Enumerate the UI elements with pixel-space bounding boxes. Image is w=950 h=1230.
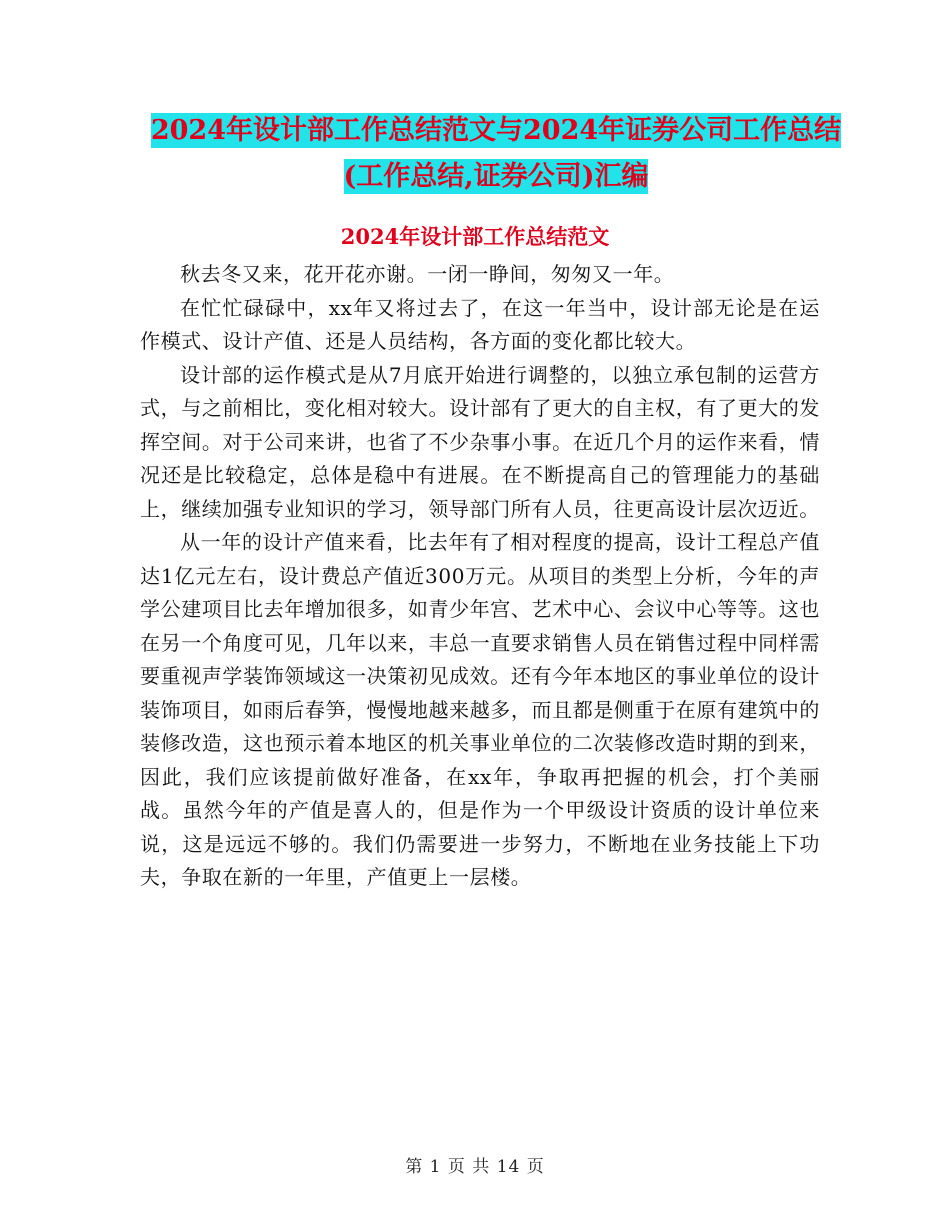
document-body [140, 258, 820, 895]
document-title-text: 2024年设计部工作总结范文与2024年证券公司工作总结(工作总结,证券公司)汇编 [150, 115, 842, 192]
paragraph: 设计部的运作模式是从7月底开始进行调整的，以独立承包制的运营方式，与之前相比，变化相对较大。设计部有了更大的自主权，有了更大的发挥空间。对于公司来讲，也省了不少杂事小事。在近几个月的运作来看，情况还是比较稳定，总体是稳中有进展。在不断提高自己的管理能力的基础上，继续加强专业知识的学习，领导部门所有人员，往更高设计层次迈近。 [140, 362, 820, 521]
paragraph: 在忙忙碌碌中，xx年又将过去了，在这一年当中，设计部无论是在运作模式、设计产值、还是人员结构，各方面的变化都比较大。 [140, 295, 820, 353]
paragraph: 秋去冬又来，花开花亦谢。一闭一睁间，匆匆又一年。 [180, 262, 675, 286]
document-title [140, 108, 852, 200]
section-title: 2024年设计部工作总结范文 [340, 224, 610, 249]
paragraph: 从一年的设计产值来看，比去年有了相对程度的提高，设计工程总产值达1亿元左右，设计费总产值近300万元。从项目的类型上分析，今年的声学公建项目比去年增加很多，如青少年宫、艺术中心、会议中心等等。这也在另一个角度可见，几年以来，丰总一直要求销售人员在销售过程中同样需要重视声学装饰领域这一决策初见成效。还有今年本地区的事业单位的设计装饰项目，如雨后春笋，慢慢地越来越多，而且都是侧重于在原有建筑中的装修改造，这也预示着本地区的机关事业单位的二次装修改造时期的到来，因此，我们应该提前做好准备，在xx年，争取再把握的机会，打个美丽战。虽然今年的产值是喜人的，但是作为一个甲级设计资质的设计单位来说，这是远远不够的。我们仍需要进一步努力，不断地在业务技能上下功夫，争取在新的一年里，产值更上一层楼。 [140, 530, 820, 889]
page-footer: 第 1 页 共 14 页 [405, 1157, 545, 1177]
